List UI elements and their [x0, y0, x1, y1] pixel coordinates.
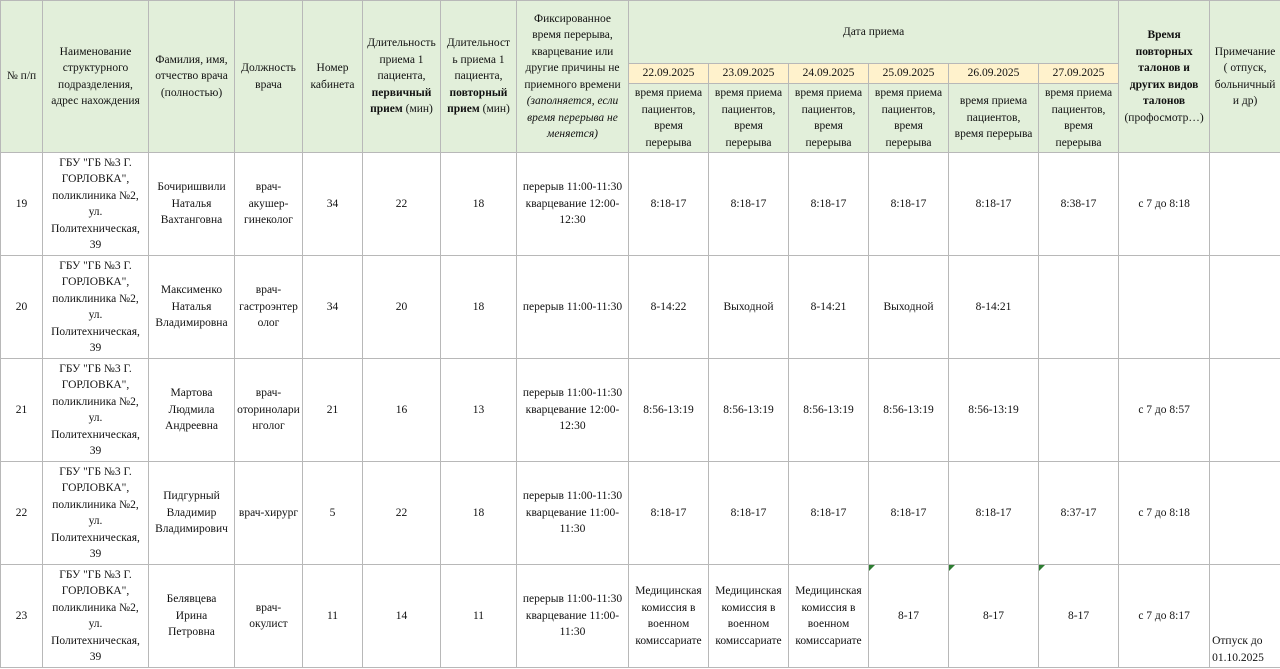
- table-row: [1, 565, 1280, 668]
- date-subheader: время приема пациентов, время перерыва: [949, 84, 1039, 153]
- cell-day[interactable]: 8:56-13:19: [629, 359, 709, 462]
- header-breaks: Фиксированное время перерыва, кварцевание или другие причины не приемного времени (заполняется, если время перерыва не меняется): [517, 1, 629, 153]
- cell-position[interactable]: врач-хирург: [235, 462, 303, 565]
- date-subheader: время приема пациентов, время перерыва: [629, 84, 709, 153]
- date-subheader: время приема пациентов, время перерыва: [709, 84, 789, 153]
- cell-unit[interactable]: ГБУ "ГБ №3 Г. ГОРЛОВКА", поликлиника №2, ул. Политехническая, 39: [43, 462, 149, 565]
- cell-day[interactable]: 8:56-13:19: [709, 359, 789, 462]
- cell-day[interactable]: [1039, 359, 1119, 462]
- cell-position[interactable]: врач-окулист: [235, 565, 303, 668]
- cell-num[interactable]: 21: [1, 359, 43, 462]
- cell-day[interactable]: 8:18-17: [789, 462, 869, 565]
- cell-primary[interactable]: 16: [363, 359, 441, 462]
- cell-day[interactable]: 8-17: [949, 565, 1039, 668]
- cell-repeat[interactable]: 18: [441, 462, 517, 565]
- cell-unit[interactable]: ГБУ "ГБ №3 Г. ГОРЛОВКА", поликлиника №2, ул. Политехническая, 39: [43, 256, 149, 359]
- cell-num[interactable]: 23: [1, 565, 43, 668]
- cell-room[interactable]: 11: [303, 565, 363, 668]
- header-row: [1, 1, 1280, 64]
- date-label: 25.09.2025: [869, 64, 949, 84]
- cell-day[interactable]: Медицинская комиссия в военном комиссариате: [709, 565, 789, 668]
- cell-num[interactable]: 22: [1, 462, 43, 565]
- cell-day[interactable]: 8-17: [1039, 565, 1119, 668]
- cell-day[interactable]: Медицинская комиссия в военном комиссариате: [629, 565, 709, 668]
- cell-fio[interactable]: Максименко Наталья Владимировна: [149, 256, 235, 359]
- cell-primary[interactable]: 20: [363, 256, 441, 359]
- cell-day[interactable]: 8:56-13:19: [949, 359, 1039, 462]
- cell-day[interactable]: 8:18-17: [949, 462, 1039, 565]
- cell-breaks[interactable]: перерыв 11:00-11:30 кварцевание 11:00-11:30: [517, 565, 629, 668]
- cell-day[interactable]: 8:18-17: [709, 153, 789, 256]
- cell-day[interactable]: 8-17: [869, 565, 949, 668]
- table-row: [1, 359, 1280, 462]
- cell-day[interactable]: 8-14:21: [949, 256, 1039, 359]
- cell-note[interactable]: Отпуск до 01.10.2025: [1210, 565, 1280, 668]
- cell-breaks[interactable]: перерыв 11:00-11:30 кварцевание 12:00-12:30: [517, 153, 629, 256]
- cell-breaks[interactable]: перерыв 11:00-11:30 кварцевание 12:00-12:30: [517, 359, 629, 462]
- date-label: 26.09.2025: [949, 64, 1039, 84]
- cell-day[interactable]: 8:18-17: [709, 462, 789, 565]
- cell-fio[interactable]: Мартова Людмила Андреевна: [149, 359, 235, 462]
- cell-tickets[interactable]: с 7 до 8:18: [1119, 153, 1210, 256]
- table-row: [1, 462, 1280, 565]
- cell-day[interactable]: 8-14:21: [789, 256, 869, 359]
- cell-unit[interactable]: ГБУ "ГБ №3 Г. ГОРЛОВКА", поликлиника №2, ул. Политехническая, 39: [43, 565, 149, 668]
- cell-day[interactable]: 8:18-17: [869, 153, 949, 256]
- cell-day[interactable]: 8:18-17: [629, 153, 709, 256]
- date-subheader: время приема пациентов, время перерыва: [869, 84, 949, 153]
- cell-day[interactable]: 8:18-17: [629, 462, 709, 565]
- cell-num[interactable]: 20: [1, 256, 43, 359]
- cell-note[interactable]: [1210, 256, 1280, 359]
- cell-repeat[interactable]: 18: [441, 256, 517, 359]
- table-row: [1, 256, 1280, 359]
- cell-position[interactable]: врач-оториноларинголог: [235, 359, 303, 462]
- header-repeat: Длительност ь приема 1 пациента, повторный прием (мин): [441, 1, 517, 153]
- header-room: Номер кабинета: [303, 1, 363, 153]
- cell-day[interactable]: 8:56-13:19: [869, 359, 949, 462]
- header-primary: Длительность приема 1 пациента, первичный прием (мин): [363, 1, 441, 153]
- cell-note[interactable]: [1210, 153, 1280, 256]
- header-fio: Фамилия, имя, отчество врача (полностью): [149, 1, 235, 153]
- cell-primary[interactable]: 22: [363, 153, 441, 256]
- cell-room[interactable]: 34: [303, 153, 363, 256]
- cell-position[interactable]: врач-гастроэнтеролог: [235, 256, 303, 359]
- cell-note[interactable]: [1210, 462, 1280, 565]
- cell-fio[interactable]: Пидгурный Владимир Владимирович: [149, 462, 235, 565]
- cell-day[interactable]: 8-14:22: [629, 256, 709, 359]
- cell-day[interactable]: 8:18-17: [869, 462, 949, 565]
- cell-day[interactable]: 8:37-17: [1039, 462, 1119, 565]
- cell-repeat[interactable]: 13: [441, 359, 517, 462]
- cell-day[interactable]: Выходной: [709, 256, 789, 359]
- header-position: Должность врача: [235, 1, 303, 153]
- cell-day[interactable]: 8:56-13:19: [789, 359, 869, 462]
- cell-day[interactable]: 8:18-17: [789, 153, 869, 256]
- cell-breaks[interactable]: перерыв 11:00-11:30: [517, 256, 629, 359]
- cell-tickets[interactable]: с 7 до 8:18: [1119, 462, 1210, 565]
- cell-fio[interactable]: Белявцева Ирина Петровна: [149, 565, 235, 668]
- cell-primary[interactable]: 14: [363, 565, 441, 668]
- date-label: 27.09.2025: [1039, 64, 1119, 84]
- cell-repeat[interactable]: 11: [441, 565, 517, 668]
- header-tickets: Время повторных талонов и других видов талонов (профосмотр…): [1119, 1, 1210, 153]
- date-label: 24.09.2025: [789, 64, 869, 84]
- table-row: [1, 153, 1280, 256]
- date-label: 22.09.2025: [629, 64, 709, 84]
- date-label: 23.09.2025: [709, 64, 789, 84]
- cell-tickets[interactable]: с 7 до 8:17: [1119, 565, 1210, 668]
- cell-note[interactable]: [1210, 359, 1280, 462]
- cell-day[interactable]: [1039, 256, 1119, 359]
- cell-tickets[interactable]: с 7 до 8:57: [1119, 359, 1210, 462]
- cell-breaks[interactable]: перерыв 11:00-11:30 кварцевание 11:00-11:30: [517, 462, 629, 565]
- header-num: № п/п: [1, 1, 43, 153]
- header-unit: Наименование структурного подразделения, адрес нахождения: [43, 1, 149, 153]
- cell-room[interactable]: 34: [303, 256, 363, 359]
- cell-room[interactable]: 21: [303, 359, 363, 462]
- cell-position[interactable]: врач-акушер-гинеколог: [235, 153, 303, 256]
- header-date-group: Дата приема: [629, 1, 1119, 64]
- date-subheader: время приема пациентов, время перерыва: [1039, 84, 1119, 153]
- cell-day[interactable]: Медицинская комиссия в военном комиссариате: [789, 565, 869, 668]
- date-subheader: время приема пациентов, время перерыва: [789, 84, 869, 153]
- cell-day[interactable]: 8:18-17: [949, 153, 1039, 256]
- cell-room[interactable]: 5: [303, 462, 363, 565]
- header-note: Примечание ( отпуск, больничный и др): [1210, 1, 1280, 153]
- cell-fio[interactable]: Бочиришвили Наталья Вахтанговна: [149, 153, 235, 256]
- cell-repeat[interactable]: 18: [441, 153, 517, 256]
- cell-num[interactable]: 19: [1, 153, 43, 256]
- cell-primary[interactable]: 22: [363, 462, 441, 565]
- cell-unit[interactable]: ГБУ "ГБ №3 Г. ГОРЛОВКА", поликлиника №2, ул. Политехническая, 39: [43, 359, 149, 462]
- cell-tickets[interactable]: [1119, 256, 1210, 359]
- cell-day[interactable]: Выходной: [869, 256, 949, 359]
- cell-day[interactable]: 8:38-17: [1039, 153, 1119, 256]
- cell-unit[interactable]: ГБУ "ГБ №3 Г. ГОРЛОВКА", поликлиника №2, ул. Политехническая, 39: [43, 153, 149, 256]
